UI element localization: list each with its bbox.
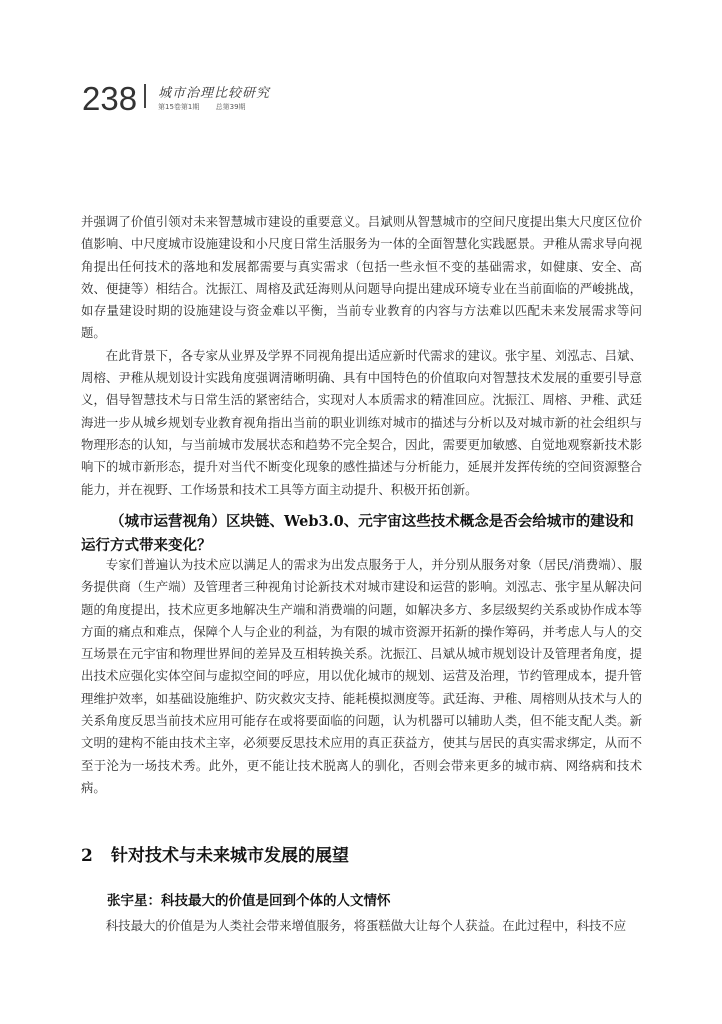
section-number: 2: [81, 846, 93, 866]
total-issue-label: 总第39期: [215, 103, 246, 111]
subsection-text-block: [81, 915, 642, 937]
paragraph: 专家们普遍认为技术应以满足人的需求为出发点服务于人，并分别从服务对象（居民/消费端）、服务提供商（生产端）及管理者三种视角讨论新技术对城市建设和运营的影响。刘泓志、张宇星从解决问题的角度提出，技术应更多地解决生产端和消费端的问题，如解决多方、多层级契约关系或协作成本等方面的痛点和难点，保障个人与企业的利益，为有限的城市资源开拓新的操作筹码，并考虑人与人的交互场景在元宇宙和物理世界间的差异及互相转换关系。沈振江、吕斌从城市规划设计及管理者角度，提出技术应强化实体空间与虚拟空间的呼应，用以优化城市的规划、运营及治理，节约管理成本，提升管理维护效率，如基础设施维护、防灾救灾支持、能耗模拟测度等。武廷海、尹稚、周榕则从技术与人的关系角度反思当前技术应用可能存在或将要面临的问题，认为机器可以辅助人类，但不能支配人类。新文明的建构不能由技术主宰，必须要反思技术应用的真正获益方，使其与居民的真实需求绑定，从而不至于沦为一场技术秀。此外，更不能让技术脱离人的驯化，否则会带来更多的城市病、网络病和技术病。: [81, 557, 642, 795]
subsection-heading: 张宇星：科技最大的价值是回到个体的人文情怀: [107, 893, 391, 909]
volume-label: 第15卷第1期: [158, 103, 200, 111]
issue-info: [158, 102, 260, 112]
header-divider: [144, 84, 146, 108]
paragraph: 在此背景下，各专家从业界及学界不同视角提出适应新时代需求的建议。张宇星、刘泓志、吕斌、周榕、尹稚从规划设计实践角度强调清晰明确、具有中国特色的价值取向对智慧技术发展的重要引导意义，倡导智慧技术与日常生活的紧密结合，实现对人本质需求的精准回应。沈振江、周榕、尹稚、武廷海进一步从城乡规划专业教育视角指出当前的职业训练对城市的描述与分析以及对城市新的社会组织与物理形态的认知，与当前城市发展状态和趋势不完全契合，因此，需要更加敏感、自觉地观察新技术影响下的城市新形态，提升对当代不断变化现象的感性描述与分析能力，延展并发挥传统的空间资源整合能力，并在视野、工作场景和技术工具等方面主动提升、积极开拓创新。: [81, 347, 642, 497]
paragraph: 并强调了价值引领对未来智慧城市建设的重要意义。吕斌则从智慧城市的空间尺度提出集大尺度区位价值影响、中尺度城市设施建设和小尺度日常生活服务为一体的全面智慧化实践愿景。尹稚从需求导向视角提出任何技术的落地和发展都需要与真实需求（包括一些永恒不变的基础需求，如健康、安全、高效、便捷等）相结合。沈振江、周榕及武廷海则从问题导向提出建成环境专业在当前面临的严峻挑战，如存量建设时期的设施建设与资金难以平衡，当前专业教育的内容与方法难以匹配未来发展需求等问题。: [81, 214, 642, 341]
journal-title: 城市治理比较研究: [158, 86, 271, 101]
question-heading: （城市运营视角）区块链、Web3.0、元宇宙这些技术概念是否会给城市的建设和运行方式带来变化？: [81, 513, 634, 554]
answer-text-block: [81, 554, 642, 799]
paragraph: 科技最大的价值是为人类社会带来增值服务，将蛋糕做大让每个人获益。在此过程中，科技不应: [105, 918, 627, 933]
section-heading: [81, 841, 349, 866]
page-number: 238: [82, 80, 138, 117]
section-title: 针对技术与未来城市发展的展望: [111, 846, 349, 866]
section-question: [81, 510, 642, 558]
intro-text-block: [81, 211, 642, 501]
page-header: [82, 78, 642, 118]
